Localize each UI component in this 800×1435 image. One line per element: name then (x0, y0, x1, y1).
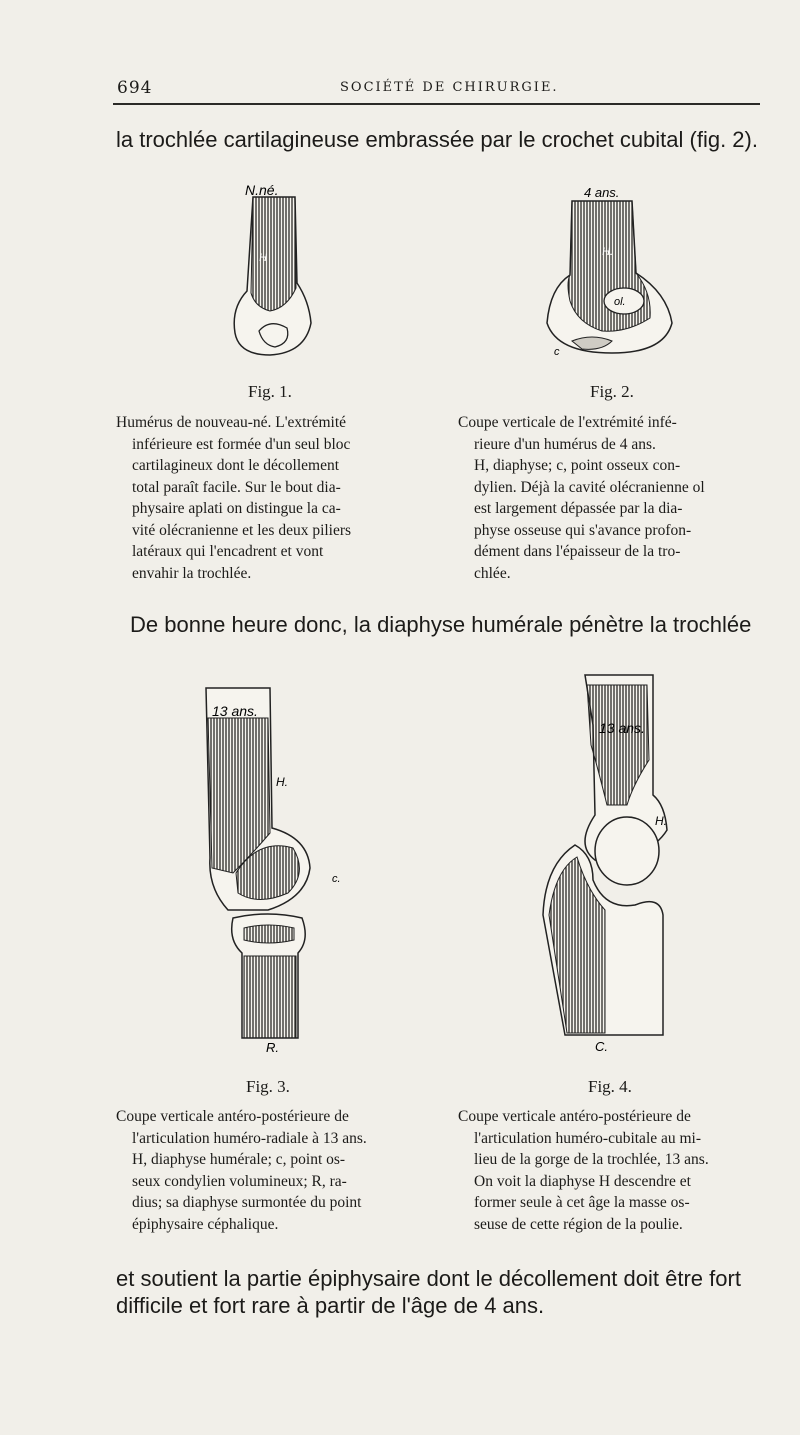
fig2-bone-label: H. (602, 246, 613, 258)
page-number: 694 (117, 78, 153, 98)
fig1-caption-line: inférieure est formée d'un seul bloc (132, 435, 351, 453)
fig1-bone-label: H (259, 252, 267, 264)
fig2-caption-line: physe osseuse qui s'avance profon- (474, 521, 692, 539)
fig3-caption-line: l'articulation huméro-radiale à 13 ans. (132, 1129, 367, 1147)
fig3-age-label: 13 ans. (212, 703, 258, 719)
fig3-caption-line: H, diaphyse humérale; c, point os- (132, 1151, 346, 1168)
fig2-label: Fig. 2. (590, 382, 634, 401)
fig4-caption (458, 1106, 768, 1235)
fig3-point-label: c. (332, 873, 341, 885)
fig2-point-label: c (554, 346, 560, 358)
fig3-caption-line: dius; sa diaphyse surmontée du point (132, 1194, 362, 1211)
fig4-cubitus-label: C. (595, 1039, 608, 1054)
fig2-caption (458, 412, 768, 584)
fig1-age-label: N.né. (245, 183, 279, 198)
fig2-age-label: 4 ans. (584, 185, 620, 200)
fig1-caption-line: cartilagineux dont le décollement (132, 457, 340, 474)
fig2-caption-line: rieure d'un humérus de 4 ans. (474, 435, 656, 453)
fig4-bone-label: H. (655, 814, 667, 828)
fig4-caption-line: Coupe verticale antéro-postérieure de (458, 1108, 691, 1125)
fig4-caption-line: On voit la diaphyse H descendre et (474, 1172, 691, 1190)
running-title: SOCIÉTÉ DE CHIRURGIE. (340, 80, 559, 95)
fig1-caption-line: envahir la trochlée. (132, 564, 252, 582)
figure-1-drawing (225, 183, 325, 363)
fig2-caption-line: H, diaphyse; c, point osseux con- (474, 457, 681, 474)
fig3-caption-line: Coupe verticale antéro-postérieure de (116, 1108, 349, 1125)
fig4-label: Fig. 4. (588, 1077, 632, 1096)
fig1-caption (116, 412, 426, 584)
fig4-caption-line: l'articulation huméro-cubitale au mi- (474, 1129, 702, 1147)
figure-3-drawing (198, 678, 343, 1063)
fig2-caption-line: est largement dépassée par la dia- (474, 500, 683, 517)
fig3-caption (116, 1106, 426, 1235)
fig2-caption-line: dément dans l'épaisseur de la tro- (474, 543, 681, 560)
figure-4-drawing (535, 665, 685, 1060)
body-text-line-3: et soutient la partie épiphysaire dont le décollement doit être fort (116, 1266, 741, 1291)
fig1-caption-line: Humérus de nouveau-né. L'extrémité (116, 414, 347, 431)
fig1-caption-line: total paraît facile. Sur le bout dia- (132, 478, 341, 496)
fig2-caption-line: chlée. (474, 564, 511, 582)
fig1-label: Fig. 1. (248, 382, 292, 401)
fig4-age-label: 13 ans. (599, 720, 645, 736)
fig2-caption-line: Coupe verticale de l'extrémité infé- (458, 414, 677, 431)
body-text-line-4: difficile et fort rare à partir de l'âge de 4 ans. (116, 1293, 545, 1318)
fig1-caption-line: vité olécranienne et les deux piliers (132, 521, 352, 539)
fig3-caption-line: épiphysaire céphalique. (132, 1215, 279, 1233)
body-text-line-1: la trochlée cartilagineuse embrassée par le crochet cubital (fig. 2). (116, 127, 758, 152)
fig3-bone-label: H. (276, 775, 288, 789)
fig1-caption-line: physaire aplati on distingue la ca- (132, 500, 341, 517)
fig4-caption-line: lieu de la gorge de la trochlée, 13 ans. (474, 1151, 709, 1168)
fig2-cavity-label: ol. (614, 296, 626, 308)
fig4-caption-line: former seule à cet âge la masse os- (474, 1194, 690, 1211)
header-rule (113, 103, 760, 105)
fig3-caption-line: seux condylien volumineux; R, ra- (132, 1172, 347, 1190)
body-text-line-2: De bonne heure donc, la diaphyse humérale pénètre la trochlée (130, 612, 752, 637)
fig1-caption-line: latéraux qui l'encadrent et vont (132, 543, 324, 560)
fig4-caption-line: seuse de cette région de la poulie. (474, 1215, 683, 1233)
figure-2-drawing (532, 183, 692, 368)
fig2-caption-line: dylien. Déjà la cavité olécranienne ol (474, 478, 705, 496)
fig3-radius-label: R. (266, 1040, 279, 1055)
fig3-label: Fig. 3. (246, 1077, 290, 1096)
